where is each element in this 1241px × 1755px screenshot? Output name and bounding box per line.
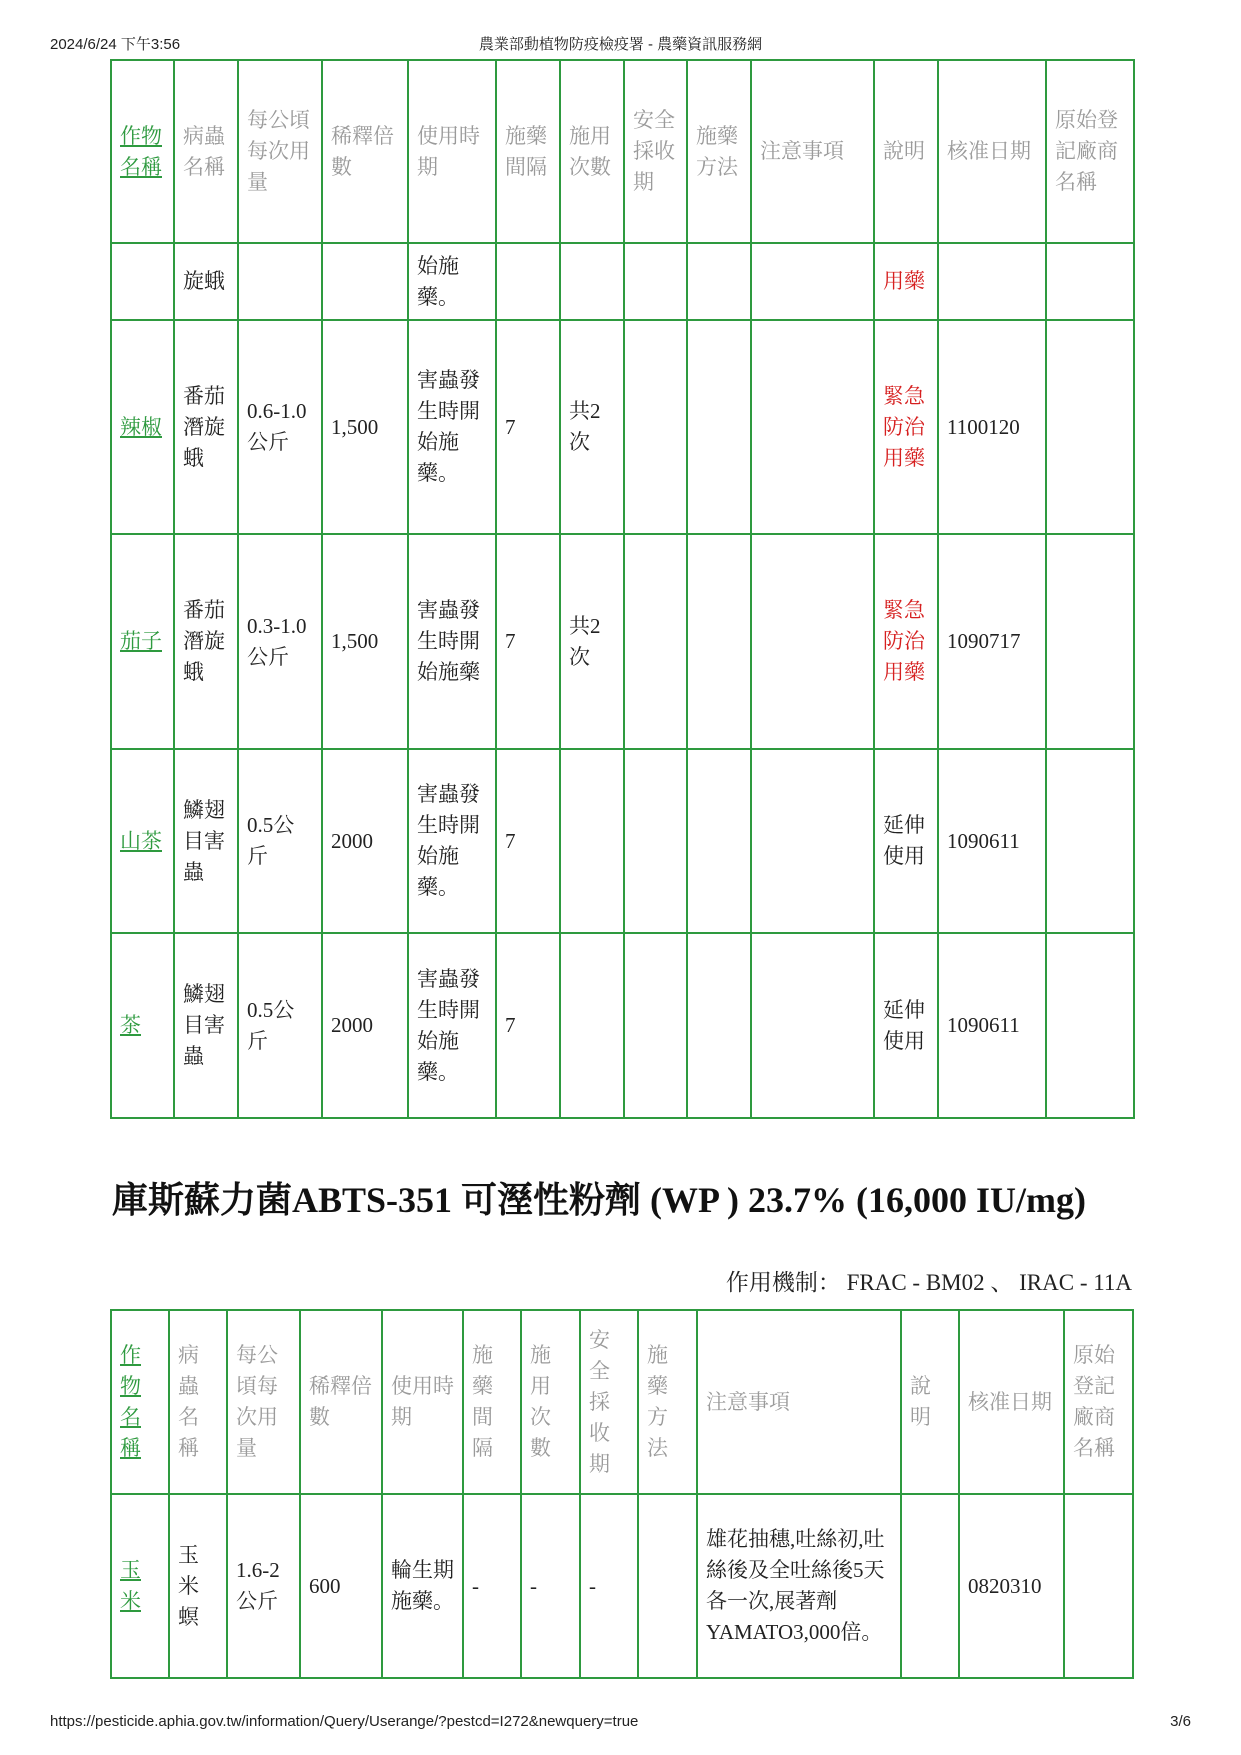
pest-cell: 鱗翅目害蟲: [174, 749, 238, 933]
approved-cell: 1090611: [938, 749, 1046, 933]
period-cell: 始施藥。: [408, 243, 496, 320]
dose-cell: 0.6-1.0 公斤: [238, 320, 322, 534]
dose-cell: 0.3-1.0公斤: [238, 534, 322, 749]
col-interval-header: 施藥間隔: [463, 1310, 521, 1494]
table-row: [111, 534, 1134, 749]
pest-cell: 番茄潛旋蛾: [174, 320, 238, 534]
usage-table-2: [110, 1309, 1134, 1679]
dilution-cell: 2000: [322, 749, 408, 933]
period-cell: 害蟲發生時開始施藥。: [408, 749, 496, 933]
period-cell: 輪生期施藥。: [382, 1494, 463, 1678]
print-page-number: 3/6: [1170, 1713, 1191, 1730]
interval-cell: 7: [496, 749, 560, 933]
pest-cell: 鱗翅目害蟲: [174, 933, 238, 1118]
col-method-header: 施藥方法: [638, 1310, 697, 1494]
col-notes-header: 注意事項: [697, 1310, 901, 1494]
pest-cell: 番茄潛旋蛾: [174, 534, 238, 749]
safe-cell: [624, 933, 687, 1118]
col-interval-header: 施藥間隔: [496, 60, 560, 243]
print-date: 2024/6/24 下午3:56: [50, 36, 181, 53]
crop-link[interactable]: 茄子: [120, 629, 162, 653]
table-row: [111, 749, 1134, 933]
table-row: [111, 933, 1134, 1118]
desc-cell: [901, 1494, 959, 1678]
desc-cell: 緊急防治用藥: [874, 320, 938, 534]
method-cell: [687, 933, 751, 1118]
times-cell: 共2次: [560, 320, 624, 534]
col-dose-header: 每公頃每次用量: [227, 1310, 300, 1494]
print-header: [50, 30, 1191, 52]
col-dilution-header: 稀釋倍數: [300, 1310, 382, 1494]
col-crop-header[interactable]: 作物名稱: [111, 1310, 169, 1494]
col-safe-header: 安全採收期: [580, 1310, 638, 1494]
interval-cell: -: [463, 1494, 521, 1678]
dilution-cell: 1,500: [322, 320, 408, 534]
col-crop-header[interactable]: 作物名稱: [111, 60, 174, 243]
col-dose-header: 每公頃每次用量: [238, 60, 322, 243]
times-cell: 共2次: [560, 534, 624, 749]
approved-cell: 0820310: [959, 1494, 1064, 1678]
interval-cell: 7: [496, 933, 560, 1118]
col-dilution-header: 稀釋倍數: [322, 60, 408, 243]
desc-cell: 延伸使用: [874, 749, 938, 933]
dose-cell: 1.6-2公斤: [227, 1494, 300, 1678]
safe-cell: -: [580, 1494, 638, 1678]
desc-cell: 延伸使用: [874, 933, 938, 1118]
table-header-row: [111, 60, 1134, 243]
col-period-header: 使用時期: [408, 60, 496, 243]
times-cell: -: [521, 1494, 580, 1678]
crop-link[interactable]: 茶: [120, 1013, 141, 1037]
product-title: 庫斯蘇力菌ABTS-351 可溼性粉劑 (WP ) 23.7% (16,000 IU/mg): [112, 1180, 1086, 1220]
print-url[interactable]: https://pesticide.aphia.gov.tw/information/Query/Userange/?pestcd=I272&newquery=true: [50, 1713, 639, 1730]
approved-cell: 1100120: [938, 320, 1046, 534]
desc-cell: 用藥: [874, 243, 938, 320]
registrant-cell: [1046, 933, 1134, 1118]
desc-cell: 緊急防治用藥: [874, 534, 938, 749]
col-times-header: 施用次數: [560, 60, 624, 243]
col-desc-header: 說明: [901, 1310, 959, 1494]
method-cell: [687, 749, 751, 933]
col-safe-header: 安全採收期: [624, 60, 687, 243]
dose-cell: 0.5公斤: [238, 749, 322, 933]
method-cell: [687, 320, 751, 534]
safe-cell: [624, 320, 687, 534]
col-method-header: 施藥方法: [687, 60, 751, 243]
dose-cell: 0.5公斤: [238, 933, 322, 1118]
pest-cell: 玉米螟: [169, 1494, 227, 1678]
registrant-cell: [1064, 1494, 1133, 1678]
col-desc-header: 說明: [874, 60, 938, 243]
times-cell: [560, 749, 624, 933]
col-times-header: 施用次數: [521, 1310, 580, 1494]
table-row-continued: [111, 243, 1134, 320]
dilution-cell: 2000: [322, 933, 408, 1118]
usage-table-1: [110, 59, 1135, 1119]
col-period-header: 使用時期: [382, 1310, 463, 1494]
crop-link[interactable]: 辣椒: [120, 414, 162, 439]
col-approved-header: 核准日期: [938, 60, 1046, 243]
approved-cell: 1090611: [938, 933, 1046, 1118]
safe-cell: [624, 749, 687, 933]
registrant-cell: [1046, 749, 1134, 933]
interval-cell: 7: [496, 534, 560, 749]
registrant-cell: [1046, 320, 1134, 534]
col-approved-header: 核准日期: [959, 1310, 1064, 1494]
notes-cell: 雄花抽穗,吐絲初,吐絲後及全吐絲後5天各一次,展著劑YAMATO3,000倍。: [697, 1494, 901, 1678]
notes-cell: [751, 320, 874, 534]
mode-of-action: 作用機制： FRAC - BM02 、 IRAC - 11A: [725, 1270, 1132, 1295]
times-cell: [560, 933, 624, 1118]
table-row: [111, 320, 1134, 534]
interval-cell: 7: [496, 320, 560, 534]
print-footer: [50, 1713, 1191, 1735]
col-notes-header: 注意事項: [751, 60, 874, 243]
period-cell: 害蟲發生時開始施藥。: [408, 933, 496, 1118]
notes-cell: [751, 749, 874, 933]
col-registrant-header: 原始登記廠商名稱: [1064, 1310, 1133, 1494]
safe-cell: [624, 534, 687, 749]
registrant-cell: [1046, 534, 1134, 749]
period-cell: 害蟲發生時開始施藥。: [408, 320, 496, 534]
col-registrant-header: 原始登記廠商名稱: [1046, 60, 1134, 243]
crop-link[interactable]: 玉米: [120, 1558, 141, 1613]
dilution-cell: 600: [300, 1494, 382, 1678]
method-cell: [687, 534, 751, 749]
table-row: [111, 1494, 1133, 1678]
approved-cell: 1090717: [938, 534, 1046, 749]
dilution-cell: 1,500: [322, 534, 408, 749]
col-pest-header: 病蟲名稱: [169, 1310, 227, 1494]
period-cell: 害蟲發生時開始施藥: [408, 534, 496, 749]
notes-cell: [751, 933, 874, 1118]
col-pest-header: 病蟲名稱: [174, 60, 238, 243]
method-cell: [638, 1494, 697, 1678]
pest-cell: 旋蛾: [174, 243, 238, 320]
print-page-title: 農業部動植物防疫檢疫署 - 農藥資訊服務網: [478, 36, 763, 53]
notes-cell: [751, 534, 874, 749]
table-header-row: [111, 1310, 1133, 1494]
crop-link[interactable]: 山茶: [120, 828, 162, 853]
